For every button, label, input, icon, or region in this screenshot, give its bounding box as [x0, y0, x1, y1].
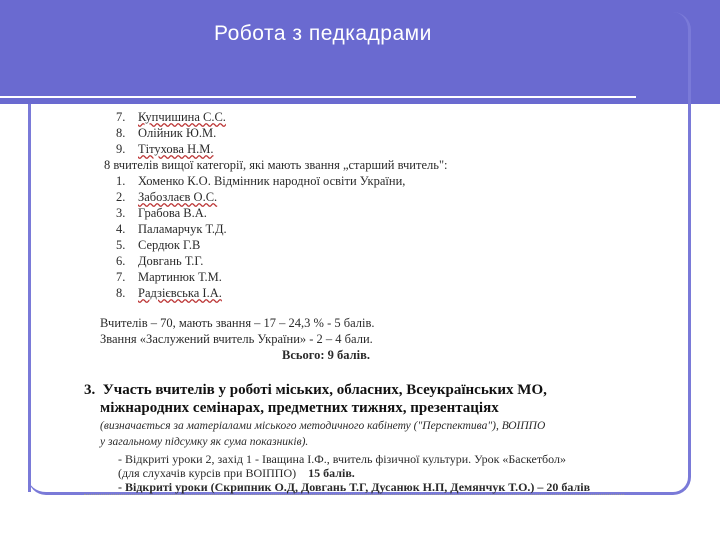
list-item: 4. Паламарчук Т.Д.: [116, 222, 227, 236]
section-3-note: (визначається за матеріалами міського методичного кабінету ("Перспектива"), ВОІППО: [100, 420, 546, 432]
section-3-note-2: у загальному підсумку як сума показників).: [100, 436, 309, 448]
section-3-title: 3. Участь вчителів у роботі міських, обласних, Всеукраїнських МО,: [84, 382, 547, 398]
score-line-1: Вчителів – 70, мають звання – 17 – 24,3 % - 5 балів.: [100, 316, 375, 330]
list-item: 6. Довгань Т.Г.: [116, 254, 204, 268]
score-line-2: Звання «Заслужений вчитель України» - 2 – 4 бали.: [100, 332, 373, 346]
section-3-item: - Відкриті уроки 2, захід 1 - Іващина І.Ф., вчитель фізичної культури. Урок «Баскетбол»: [118, 452, 566, 466]
list-item: 1. Хоменко К.О. Відмінник народної освіти України,: [116, 174, 406, 188]
list-item: 9. Тітухова Н.М.: [116, 142, 214, 156]
section-3-item: - Відкриті уроки (Скрипник О.Д, Довгань Т.Г, Дусанюк Н.П, Демянчук Т.О.) – 20 балів: [118, 480, 591, 494]
list-item: 5. Сердюк Г.В: [116, 238, 201, 252]
bottom-divider: [84, 494, 624, 496]
list-item: 7. Мартинюк Т.М.: [116, 270, 222, 284]
page-title: Робота з педкадрами: [214, 22, 432, 45]
senior-heading: 8 вчителів вищої категорії, які мають звання „старший вчитель":: [104, 158, 448, 172]
list-item: 8. Радзієвська І.А.: [116, 286, 222, 300]
list-item: 8. Олійник Ю.М.: [116, 126, 217, 140]
list-item: 2. Забозлаєв О.С.: [116, 190, 218, 204]
section-3-item: (для слухачів курсів при ВОІППО) 15 балів.: [118, 466, 355, 480]
section-3-title-line-2: міжнародних семінарах, предметних тижнях, презентаціях: [100, 400, 499, 416]
list-item: 3. Грабова В.А.: [116, 206, 207, 220]
score-total: Всього: 9 балів.: [282, 348, 370, 362]
list-item: 7. Купчишина С.С.: [116, 110, 226, 124]
slide-frame-left: [28, 104, 31, 492]
